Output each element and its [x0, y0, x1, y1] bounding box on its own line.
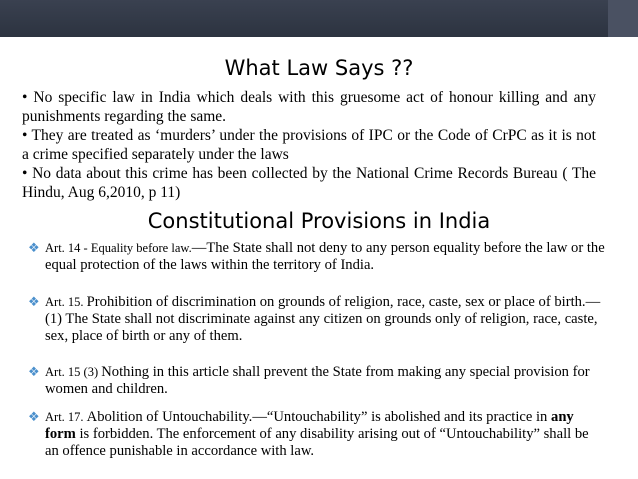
- provision-ref: Art. 15.: [45, 295, 87, 309]
- provision-text: Prohibition of discrimination on grounds of religion, race, caste, sex or place of birth.—(1) The State shall not discriminate against any citizen on grounds only of religion, race, caste, sex, place of birth or any of them.: [45, 294, 601, 344]
- top-banner-accent: [608, 0, 638, 37]
- section-subtitle: Constitutional Provisions in India: [147, 209, 491, 233]
- provision-emphasis: any form: [45, 409, 574, 442]
- provision-text: is forbidden. The enforcement of any disability arising out of “Untouchability” shall be an offence punishable in accordance with law.: [45, 426, 589, 459]
- slide-title: What Law Says ??: [224, 56, 414, 80]
- provision-item: [28, 409, 605, 460]
- diamond-bullet-icon: ❖: [28, 365, 40, 380]
- intro-list: [22, 88, 596, 202]
- provision-ref: Art. 14 - Equality before law.: [45, 241, 192, 255]
- provision-text: Abolition of Untouchability.—“Untouchability” is abolished and its practice in: [86, 409, 552, 425]
- provision-text: Nothing in this article shall prevent the State from making any special provision for women and children.: [45, 364, 590, 397]
- intro-item: • They are treated as ‘murders’ under the provisions of IPC or the Code of CrPC as it is not a crime specified separately under the laws: [22, 127, 596, 163]
- provision-text: —The State shall not deny to any person equality before the law or the equal protection of the laws within the territory of India.: [45, 240, 605, 273]
- diamond-bullet-icon: ❖: [28, 241, 40, 256]
- top-banner: [0, 0, 638, 37]
- provision-ref: Art. 17.: [45, 410, 87, 424]
- provision-ref: Art. 15 (3): [45, 365, 102, 379]
- diamond-bullet-icon: ❖: [28, 410, 40, 425]
- intro-item: • No specific law in India which deals with this gruesome act of honour killing and any punishments regarding the same.: [22, 89, 596, 125]
- provision-item: [28, 364, 605, 398]
- provision-item: [28, 240, 605, 274]
- provision-item: [28, 294, 605, 345]
- intro-item: • No data about this crime has been collected by the National Crime Records Bureau ( The Hindu, Aug 6,2010, p 11): [22, 165, 596, 201]
- diamond-bullet-icon: ❖: [28, 295, 40, 310]
